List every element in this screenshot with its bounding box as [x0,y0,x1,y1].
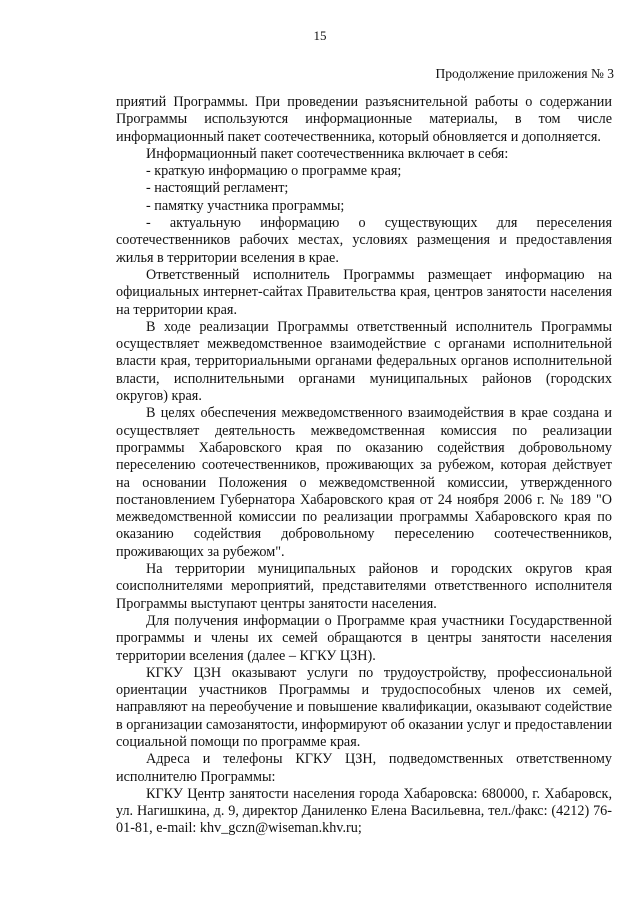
list-item-participant-memo: - памятку участника программы; [146,197,345,214]
paragraph-khabarovsk-center-contacts: КГКУ Центр занятости населения города Хабаровска: 680000, г. Хабаровск, ул. Нагишкина, д. 9, директор Даниленко Елена Васильевна, тел./факс: (4212) 76-01-81, e-mail: khv_gczn@wiseman.khv.ru; [116,785,612,837]
paragraph-obtaining-information: Для получения информации о Программе края участники Государственной программы и члены их семей обращаются в центры занятости населения территории вселения (далее – КГКУ ЦЗН). [116,612,612,664]
paragraph-interagency-cooperation: В ходе реализации Программы ответственный исполнитель Программы осуществляет межведомственное взаимодействие с органами исполнительной власти края, территориальными органами федеральных органов исполнительной власти, исполнительными органами муниципальных районов (городских округов) края. [116,318,612,405]
appendix-continuation-note: Продолжение приложения № 3 [435,66,614,81]
page-number: 15 [313,28,327,43]
document-body [116,94,612,838]
paragraph-info-package-intro: Информационный пакет соотечественника включает в себя: [146,145,509,162]
list-item-brief-info: - краткую информацию о программе края; [146,163,402,180]
paragraph-info-placement: Ответственный исполнитель Программы размещает информацию на официальных интернет-сайтах Правительства края, центров занятости населения на территории края. [116,266,612,318]
list-item-current-info: - актуальную информацию о существующих для переселения соотечественников рабочих местах, условиях размещения и предоставления жилья в территории вселения в крае. [116,215,612,266]
paragraph-interagency-commission: В целях обеспечения межведомственного взаимодействия в крае создана и осуществляет деятельность межведомственная комиссия по реализации программы Хабаровского края по оказанию содействия добровольному переселению соотечественников, проживающих за рубежом, которая действует на основании Положения о межведомственной комиссии, утвержденного постановлением Губернатора Хабаровского края от 24 ноября 2006 г. № 189 "О межведомственной комиссии по реализации программы Хабаровского края по оказанию содействия добровольному переселению соотечественников, проживающих за рубежом". [116,405,612,560]
paragraph-program-materials: приятий Программы. При проведении разъяснительной работы о содержании Программы используются информационные материалы, в том числе информационный пакет соотечественника, который обновляется и дополняется. [116,94,612,145]
paragraph-addresses-intro: Адреса и телефоны КГКУ ЦЗН, подведомственных ответственному исполнителю Программы: [116,751,612,785]
paragraph-employment-centers: На территории муниципальных районов и городских округов края соисполнителями мероприятий, представителями ответственного исполнителя Программы выступают центры занятости населения. [116,561,612,612]
list-item-regulation: - настоящий регламент; [146,180,289,197]
paragraph-kgku-services: КГКУ ЦЗН оказывают услуги по трудоустройству, профессиональной ориентации участников Программы и трудоспособных членов их семей, направляют на переобучение и повышение квалификации, оказывают содействие в организации самозанятости, информируют об оказании услуг и предоставлении социальной помощи по программе края. [116,664,612,750]
